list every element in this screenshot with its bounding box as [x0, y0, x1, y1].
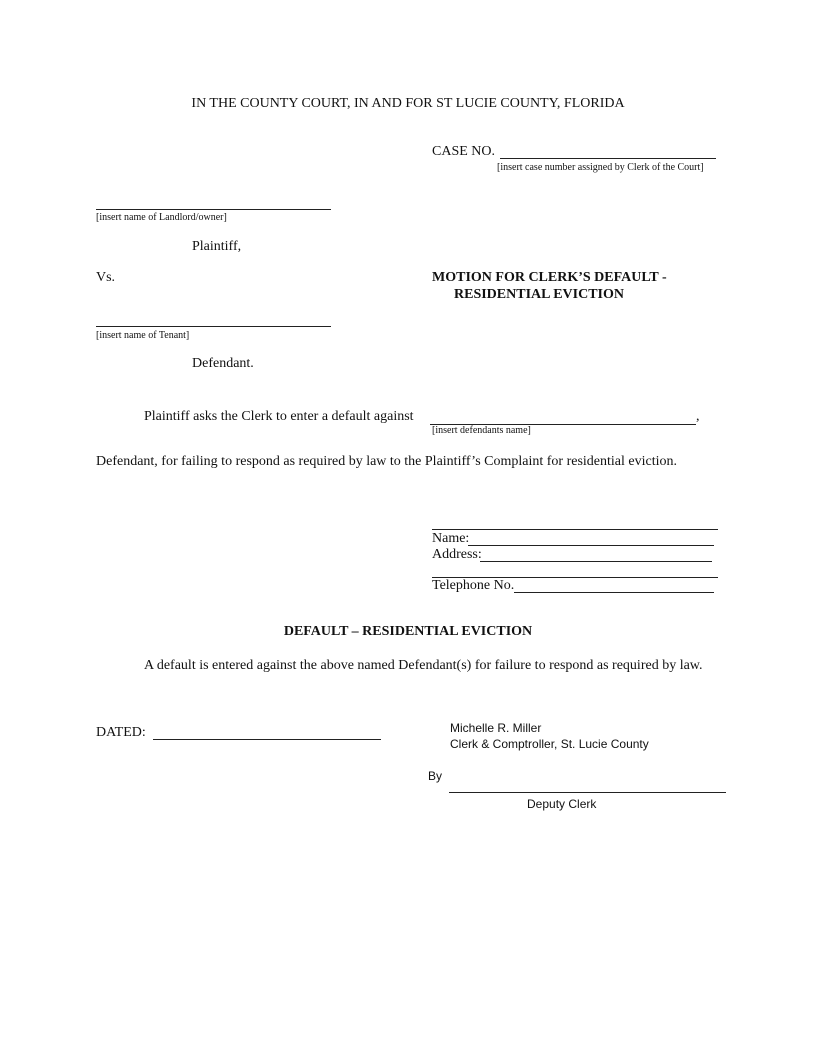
- name-label: Name:: [432, 531, 470, 546]
- by-label: By: [428, 769, 443, 783]
- address-field[interactable]: [480, 561, 712, 562]
- defendant-label: Defendant.: [192, 356, 254, 371]
- deputy-clerk-label: Deputy Clerk: [527, 797, 597, 811]
- court-header: IN THE COUNTY COURT, IN AND FOR ST LUCIE COUNTY, FLORIDA: [191, 96, 625, 111]
- motion-title-line2: RESIDENTIAL EVICTION: [454, 287, 624, 302]
- request-text: Plaintiff asks the Clerk to enter a default against: [144, 409, 414, 424]
- defendant-name-field[interactable]: [96, 326, 331, 327]
- plaintiff-name-field[interactable]: [96, 209, 331, 210]
- telephone-label: Telephone No.: [432, 578, 515, 593]
- dated-field[interactable]: [153, 739, 381, 740]
- default-title: DEFAULT – RESIDENTIAL EVICTION: [283, 624, 533, 639]
- name-field[interactable]: [468, 545, 714, 546]
- deputy-clerk-signature-line[interactable]: [449, 792, 726, 793]
- clerk-title: Clerk & Comptroller, St. Lucie County: [450, 737, 649, 751]
- case-number-hint: [insert case number assigned by Clerk of the Court]: [497, 162, 704, 173]
- defendant-name-hint: [insert name of Tenant]: [96, 330, 190, 341]
- signature-line[interactable]: [432, 529, 718, 530]
- request-comma: ,: [696, 409, 700, 424]
- default-paragraph: A default is entered against the above named Defendant(s) for failure to respond as required by law.: [144, 658, 703, 673]
- dated-label: DATED:: [96, 725, 146, 740]
- clerk-name: Michelle R. Miller: [450, 721, 542, 735]
- versus-label: Vs.: [96, 270, 116, 285]
- case-number-label: CASE NO.: [432, 144, 496, 159]
- case-number-field[interactable]: [500, 158, 716, 159]
- request-continuation: Defendant, for failing to respond as required by law to the Plaintiff’s Complaint for residential eviction.: [96, 454, 677, 469]
- address-label: Address:: [432, 547, 482, 562]
- defendants-name-hint: [insert defendants name]: [432, 425, 531, 436]
- plaintiff-name-hint: [insert name of Landlord/owner]: [96, 212, 227, 223]
- telephone-field[interactable]: [514, 592, 714, 593]
- plaintiff-label: Plaintiff,: [192, 239, 242, 254]
- motion-title-line1: MOTION FOR CLERK’S DEFAULT -: [432, 270, 667, 285]
